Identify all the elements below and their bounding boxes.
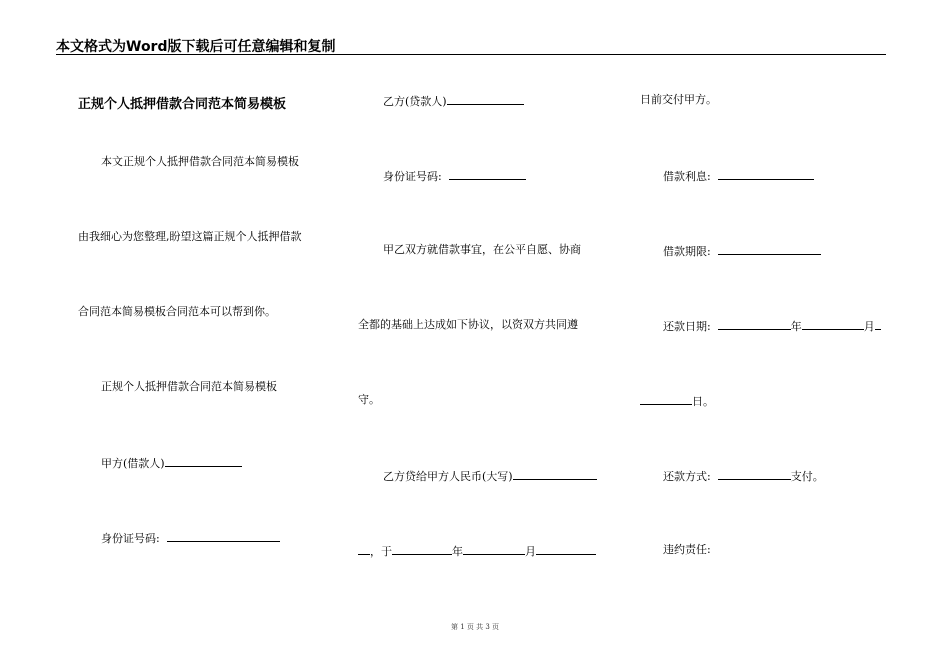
party-b-label: 乙方(贷款人) [383,95,447,108]
id-b-label: 身份证号码: [383,170,442,183]
agreement-line-1: 甲乙双方就借款事宜，在公平自愿、协商 [383,243,581,256]
repay-day-line [640,393,714,409]
contract-subtitle: 正规个人抵押借款合同范本简易模板 [101,380,277,393]
agreement-line-3: 守。 [358,393,380,406]
id-b-line [383,168,526,184]
repay-year-blank [718,318,791,330]
loan-amount-label: 乙方贷给甲方人民币(大写) [383,470,513,483]
intro-line-2: 由我细心为您整理,盼望这篇正规个人抵押借款 [78,230,302,243]
repay-method-line [663,468,824,484]
loan-date-line [358,543,596,559]
month-blank [463,543,525,555]
repay-month-blank [802,318,864,330]
intro-line-3: 合同范本简易模板合同范本可以帮到你。 [78,305,276,318]
interest-line [663,168,814,184]
party-a-label: 甲方(借款人) [101,457,165,470]
loan-amount-blank [513,468,597,480]
repay-method-label: 还款方式: [663,470,711,483]
interest-label: 借款利息: [663,170,711,183]
term-blank [718,243,821,255]
party-a-line [101,455,242,471]
repay-method-blank [718,468,791,480]
day-blank [536,543,596,555]
date-prefix: ，于 [370,545,392,558]
repay-month-label: 月 [863,320,875,333]
deliver-line: 日前交付甲方。 [640,93,717,106]
document-title: 正规个人抵押借款合同范本简易模板 [78,97,287,112]
pay-label: 支付。 [790,470,824,483]
agreement-line-2: 全都的基础上达成如下协议，以资双方共同遵 [358,318,578,331]
party-a-blank [165,455,242,467]
term-label: 借款期限: [663,245,711,258]
interest-blank [718,168,814,180]
repay-date-label: 还款日期: [663,320,711,333]
party-b-blank [447,93,524,105]
id-b-blank [449,168,526,180]
id-a-label: 身份证号码: [101,532,160,545]
year-label: 年 [452,545,463,558]
party-b-line [383,93,524,109]
page-header [56,36,886,55]
repay-day-label: 日。 [692,395,714,408]
repay-date-line [663,318,881,334]
header-text: 本文格式为Word版下载后可任意编辑和复制 [56,39,336,55]
month-label: 月 [525,545,536,558]
term-line [663,243,821,259]
repay-year-label: 年 [790,320,802,333]
id-a-line [101,530,280,546]
id-a-blank [167,530,280,542]
repay-tail-blank [875,318,881,330]
repay-day-blank [640,393,692,405]
loan-amount-blank-cont [358,543,370,555]
loan-amount-line [383,468,597,484]
page-footer: 第 1 页 共 3 页 [450,623,500,631]
intro-line-1: 本文正规个人抵押借款合同范本简易模板 [101,155,299,168]
breach-line: 违约责任: [663,543,711,556]
year-blank [392,543,452,555]
